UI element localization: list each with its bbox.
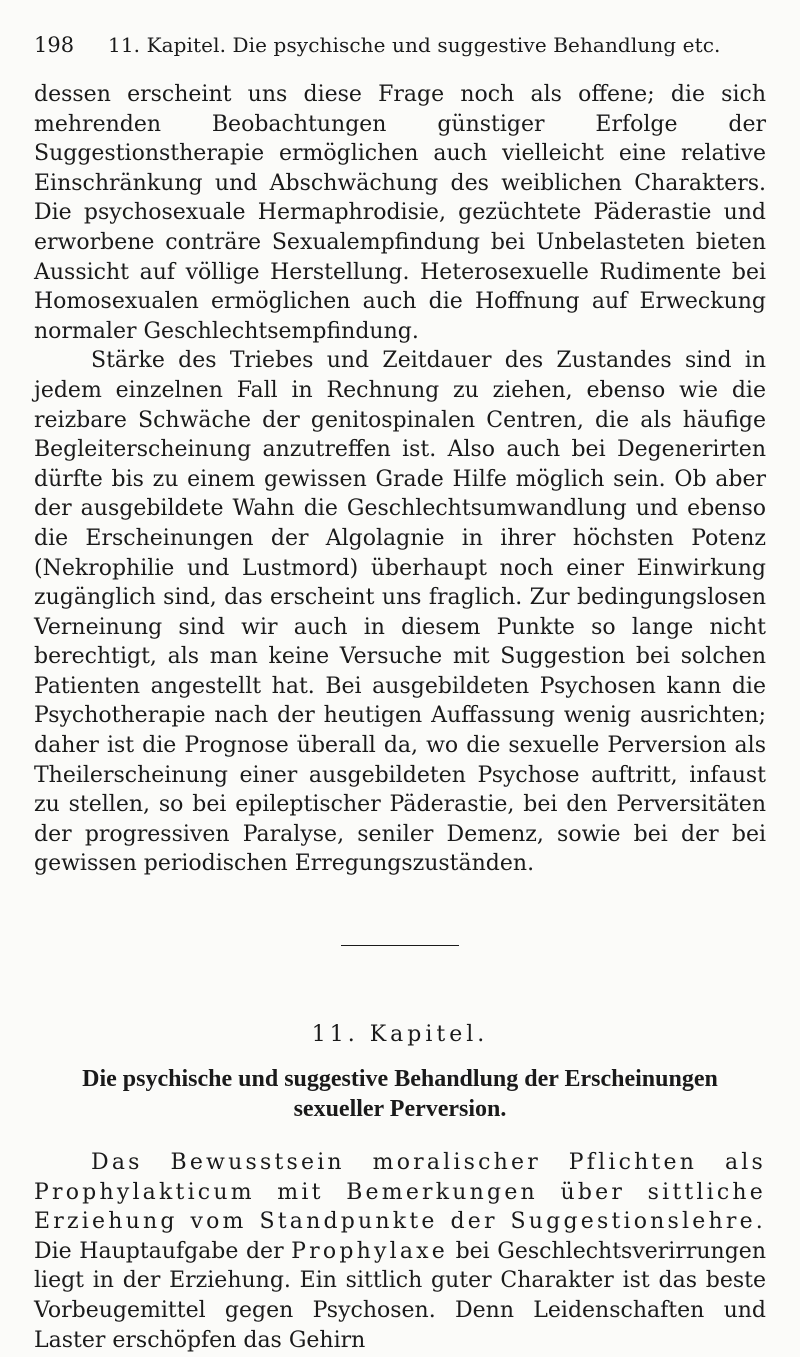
paragraph-continuation: dessen erscheint uns diese Frage noch als offene; die sich mehrenden Beobachtungen günstiger Erfolge der Suggestionstherapie ermöglichen auch vielleicht eine relative Einschränkung und Abschwächung des weiblichen Charakters. Die psychosexuale Hermaphrodisie, gezüchtete Päderastie und erworbene conträre Sexualempfindung bei Unbelasteten bieten Aussicht auf völlige Herstellung. Heterosexuelle Rudimente bei Homosexualen ermöglichen auch die Hoffnung auf Erweckung normaler Geschlechtsempfindung. <box>34 82 766 344</box>
chapter-number: 11. Kapitel. <box>311 1022 489 1048</box>
spaced-section-heading: Das Bewusstsein moralischer Pflichten als Prophylakticum mit Bemerkungen über sittliche Erziehung vom Standpunkte der Suggestionslehre. <box>34 1150 766 1235</box>
section-divider <box>341 945 459 946</box>
running-title: 11. Kapitel. Die psychische und suggestive Behandlung etc. <box>108 33 721 57</box>
intro-text-b: bei Geschlechtsverirrungen liegt in der Erziehung. Ein sittlich guter Charakter ist das beste Vorbeugemittel gegen Psychosen. Denn Leidenschaften und Laster erschöpfen das Gehirn <box>34 1238 766 1353</box>
running-header <box>34 30 766 62</box>
intro-text-a: Die Hauptaufgabe der <box>34 1238 292 1264</box>
paragraph-prognosis: Stärke des Triebes und Zeitdauer des Zustandes sind in jedem einzelnen Fall in Rechnung zu ziehen, ebenso wie die reizbare Schwäche der genitospinalen Centren, die als häufige Begleiterscheinung anzutreffen ist. Also auch bei Degenerirten dürfte bis zu einem gewissen Grade Hilfe möglich sein. Ob aber der ausgebildete Wahn die Geschlechtsumwandlung und ebenso die Erscheinungen der Algolagnie in ihrer höchsten Potenz (Nekrophilie und Lustmord) überhaupt noch einer Einwirkung zugänglich sind, das erscheint uns fraglich. Zur bedingungslosen Verneinung sind wir auch in diesem Punkte so lange nicht berechtigt, als man keine Versuche mit Suggestion bei solchen Patienten angestellt hat. Bei ausgebildeten Psychosen kann die Psychotherapie nach der heutigen Auffassung wenig ausrichten; daher ist die Prognose überall da, wo die sexuelle Perversion als Theilerscheinung einer ausgebildeten Psychose auftritt, infaust zu stellen, so bei epileptischer Päderastie, bei den Perversitäten der progressiven Paralyse, seniler Demenz, sowie bei der bei gewissen periodischen Erregungszuständen. <box>34 348 766 877</box>
chapter-title: Die psychische und suggestive Behandlung der Erscheinungen sexueller Perversion. <box>82 1066 718 1123</box>
spaced-term-prophylaxe: Prophylaxe <box>291 1238 448 1264</box>
page-number: 198 <box>34 33 75 57</box>
chapter-intro-paragraph <box>34 1148 766 1355</box>
